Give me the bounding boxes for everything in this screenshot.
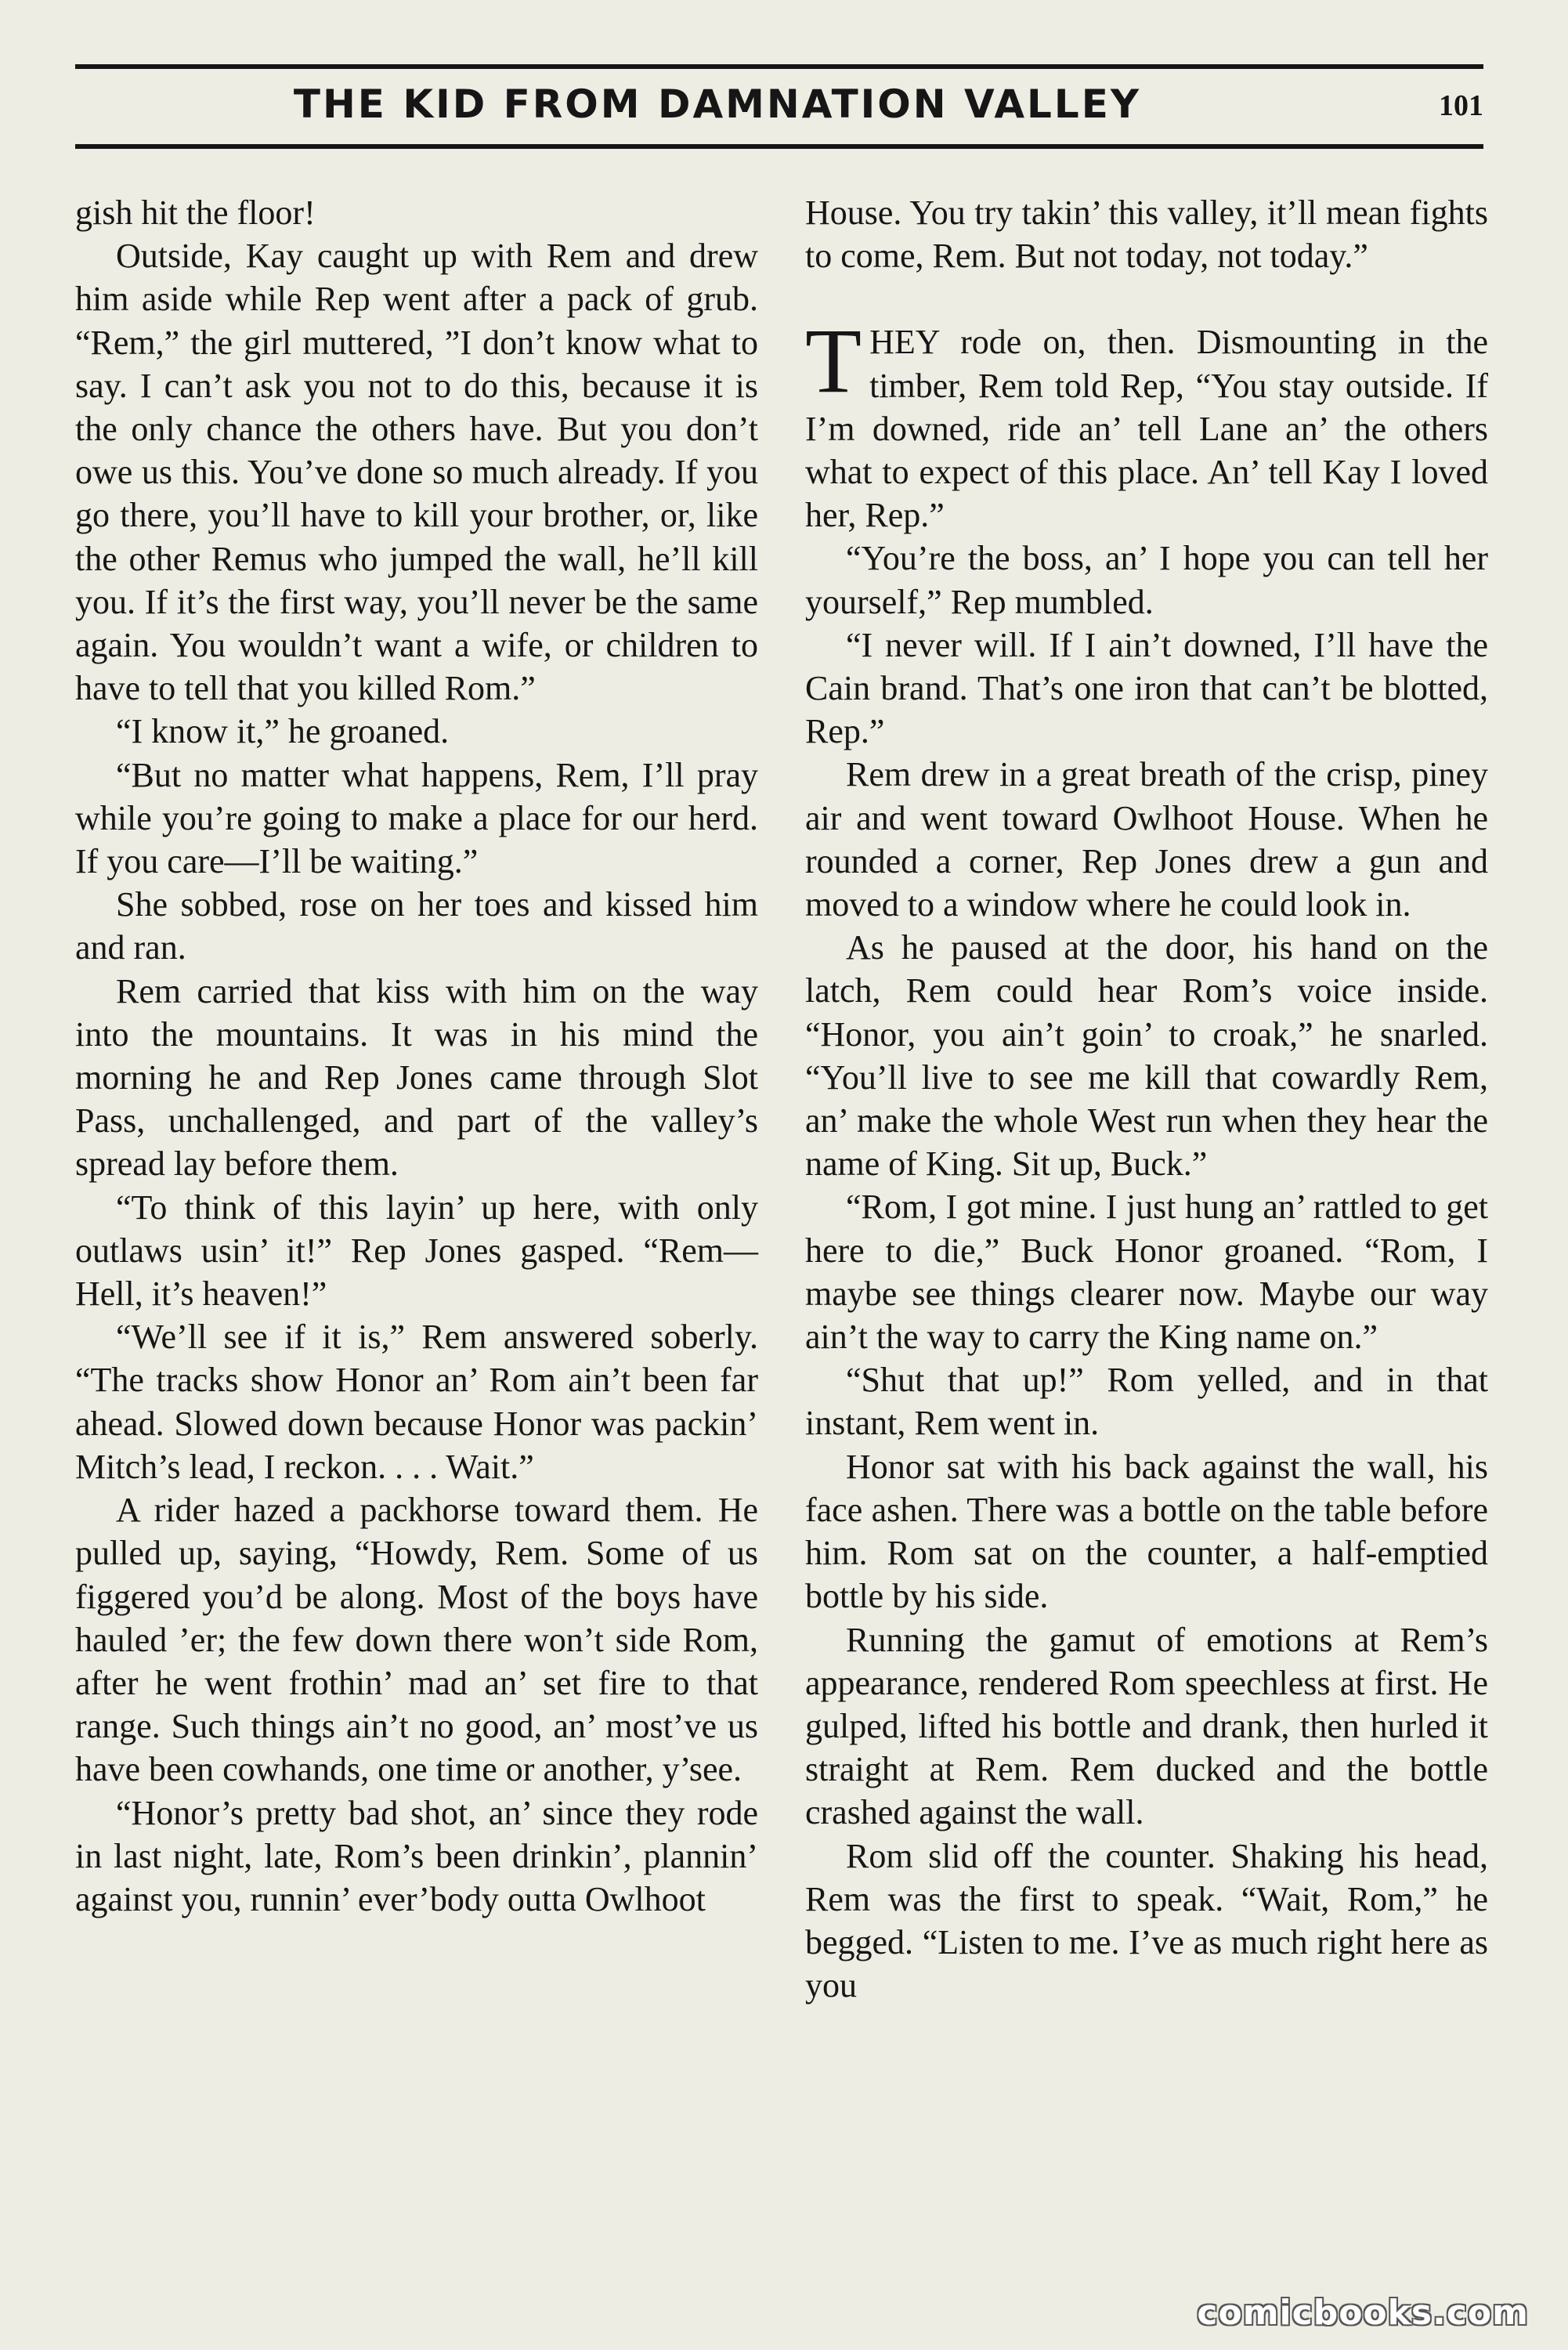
paragraph: “You’re the boss, an’ I hope you can tell her yourself,” Rep mumbled. xyxy=(805,539,1488,621)
watermark-logo: comicbooks.com xyxy=(1197,2293,1529,2333)
paragraph: “But no matter what happens, Rem, I’ll pray while you’re going to make a place for our herd. If you care—I’ll be waiting.” xyxy=(75,755,758,881)
drop-cap: T xyxy=(805,309,862,413)
paragraph: Rom slid off the counter. Shaking his head, Rem was the first to speak. “Wait, Rom,” he begged. “Listen to me. I’ve as much right here as you xyxy=(805,1836,1488,2005)
paragraph: “I never will. If I ain’t downed, I’ll have the Cain brand. That’s one iron that can’t be blotted, Rep.” xyxy=(805,625,1488,751)
right-text-column xyxy=(805,191,1488,2007)
header-top-rule xyxy=(75,64,1483,69)
paragraph: As he paused at the door, his hand on the latch, Rem could hear Rom’s voice inside. “Honor, you ain’t goin’ to croak,” he snarled. “You’ll live to see me kill that cowardly Rem, an’ make the whole West run when they hear the name of King. Sit up, Buck.” xyxy=(805,928,1488,1184)
running-header-title: THE KID FROM DAMNATION VALLEY xyxy=(293,81,1142,127)
paragraph: “I know it,” he groaned. xyxy=(116,712,450,751)
paragraph: Rem drew in a great breath of the crisp, piney air and went toward Owlhoot House. When he rounded a corner, Rep Jones drew a gun and moved to a window where he could look in. xyxy=(805,755,1488,924)
paragraph: “Honor’s pretty bad shot, an’ since they rode in last night, late, Rom’s been drinkin’, plannin’ against you, runnin’ ever’body outta Owlhoot xyxy=(75,1793,758,1918)
paragraph: Rem carried that kiss with him on the way into the mountains. It was in his mind the morning he and Rep Jones came through Slot Pass, unchallenged, and part of the valley’s spread lay before them. xyxy=(75,971,758,1184)
paragraph: “We’ll see if it is,” Rem answered soberly. “The tracks show Honor an’ Rom ain’t been far ahead. Slowed down because Honor was packin’ Mitch’s lead, I reckon. . . . Wait.” xyxy=(75,1318,758,1486)
paragraph-text: HEY rode on, then. Dismounting in the timber, Rem told Rep, “You stay outside. If I’m downed, ride an’ tell Lane an’ the others what to expect of this place. An’ tell Kay I loved her, Rep.” xyxy=(805,323,1488,535)
paragraph: “Rom, I got mine. I just hung an’ rattled to get here to die,” Buck Honor groaned. “Rom, I maybe see things clearer now. Maybe our way ain’t the way to carry the King name on.” xyxy=(805,1188,1488,1357)
paragraph: Running the gamut of emotions at Rem’s appearance, rendered Rom speechless at first. He gulped, lifted his bottle and drank, then hurled it straight at Rem. Rem ducked and the bottle crashed against the wall. xyxy=(805,1620,1488,1832)
paragraph: A rider hazed a packhorse toward them. He pulled up, saying, “Howdy, Rem. Some of us figgered you’d be along. Most of the boys have hauled ’er; the few down there won’t side Rom, after he went frothin’ mad an’ set fire to that range. Such things ain’t no good, an’ most’ve us have been cowhands, one time or another, y’see. xyxy=(75,1491,758,1789)
page-number: 101 xyxy=(1439,89,1483,122)
paragraph: “Shut that up!” Rom yelled, and in that instant, Rem went in. xyxy=(805,1361,1488,1443)
paragraph: Outside, Kay caught up with Rem and drew him aside while Rep went after a pack of grub. “Rem,” the girl muttered, ”I don’t know what to say. I can’t ask you not to do this, because it is the only chance the others have. But you don’t owe us this. You’ve done so much already. If you go there, you’ll have to kill your brother, or, like the other Remus who jumped the wall, he’ll kill you. If it’s the first way, you’ll never be the same again. You wouldn’t want a wife, or children to have to tell that you killed Rom.” xyxy=(75,237,758,708)
header-bottom-rule xyxy=(75,144,1483,149)
paragraph: She sobbed, rose on her toes and kissed him and ran. xyxy=(75,885,758,967)
paragraph: Honor sat with his back against the wall, his face ashen. There was a bottle on the table before him. Rom sat on the counter, a half-emptied bottle by his side. xyxy=(805,1447,1488,1616)
paragraph: “To think of this layin’ up here, with only outlaws usin’ it!” Rep Jones gasped. “Rem—Hell, it’s heaven!” xyxy=(75,1188,758,1314)
left-text-column xyxy=(75,191,758,1921)
paragraph: House. You try takin’ this valley, it’ll mean fights to come, Rem. But not today, not today.” xyxy=(805,193,1488,276)
paragraph: gish hit the floor! xyxy=(75,193,316,232)
section-opening-paragraph xyxy=(805,309,1488,537)
